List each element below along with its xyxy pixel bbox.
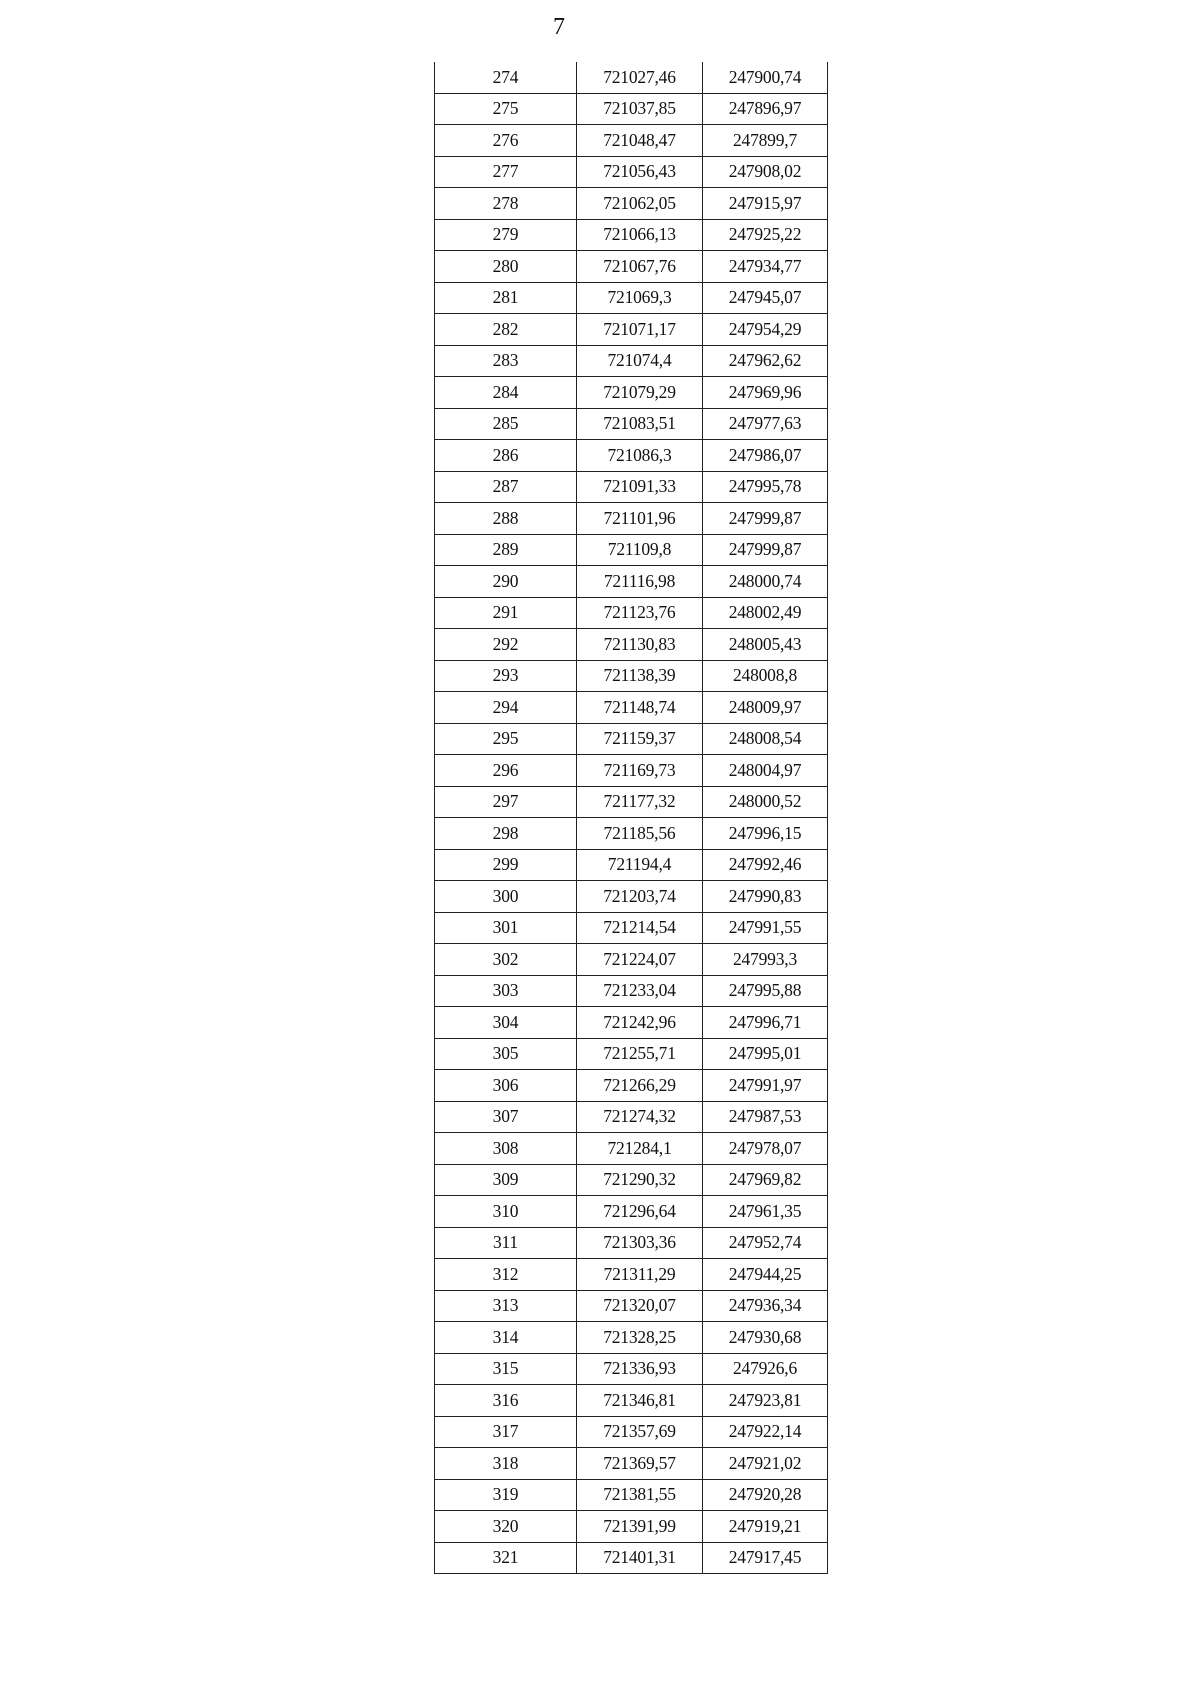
x-coordinate-cell: 721069,3 — [577, 282, 703, 314]
point-number-cell: 304 — [435, 1007, 577, 1039]
point-number-cell: 308 — [435, 1133, 577, 1165]
x-coordinate-cell: 721062,05 — [577, 188, 703, 220]
y-coordinate-cell: 248005,43 — [703, 629, 828, 661]
point-number-cell: 280 — [435, 251, 577, 283]
table-row — [435, 1448, 828, 1480]
table-row — [435, 471, 828, 503]
x-coordinate-cell: 721328,25 — [577, 1322, 703, 1354]
point-number-cell: 301 — [435, 912, 577, 944]
x-coordinate-cell: 721159,37 — [577, 723, 703, 755]
x-coordinate-cell: 721242,96 — [577, 1007, 703, 1039]
y-coordinate-cell: 247908,02 — [703, 156, 828, 188]
table-row — [435, 1479, 828, 1511]
y-coordinate-cell: 247945,07 — [703, 282, 828, 314]
x-coordinate-cell: 721311,29 — [577, 1259, 703, 1291]
y-coordinate-cell: 247995,01 — [703, 1038, 828, 1070]
table-row — [435, 597, 828, 629]
table-row — [435, 818, 828, 850]
point-number-cell: 298 — [435, 818, 577, 850]
y-coordinate-cell: 248008,8 — [703, 660, 828, 692]
point-number-cell: 281 — [435, 282, 577, 314]
point-number-cell: 313 — [435, 1290, 577, 1322]
y-coordinate-cell: 247896,97 — [703, 93, 828, 125]
table-row — [435, 251, 828, 283]
point-number-cell: 279 — [435, 219, 577, 251]
y-coordinate-cell: 247919,21 — [703, 1511, 828, 1543]
table-row — [435, 62, 828, 93]
x-coordinate-cell: 721048,47 — [577, 125, 703, 157]
y-coordinate-cell: 247969,82 — [703, 1164, 828, 1196]
x-coordinate-cell: 721109,8 — [577, 534, 703, 566]
table-row — [435, 93, 828, 125]
point-number-cell: 295 — [435, 723, 577, 755]
x-coordinate-cell: 721391,99 — [577, 1511, 703, 1543]
x-coordinate-cell: 721027,46 — [577, 62, 703, 93]
point-number-cell: 307 — [435, 1101, 577, 1133]
point-number-cell: 283 — [435, 345, 577, 377]
y-coordinate-cell: 247917,45 — [703, 1542, 828, 1574]
coordinates-table-body — [435, 62, 828, 1574]
y-coordinate-cell: 247999,87 — [703, 534, 828, 566]
x-coordinate-cell: 721067,76 — [577, 251, 703, 283]
table-row — [435, 849, 828, 881]
y-coordinate-cell: 247926,6 — [703, 1353, 828, 1385]
x-coordinate-cell: 721357,69 — [577, 1416, 703, 1448]
y-coordinate-cell: 247925,22 — [703, 219, 828, 251]
x-coordinate-cell: 721123,76 — [577, 597, 703, 629]
table-row — [435, 1353, 828, 1385]
x-coordinate-cell: 721071,17 — [577, 314, 703, 346]
point-number-cell: 309 — [435, 1164, 577, 1196]
x-coordinate-cell: 721266,29 — [577, 1070, 703, 1102]
table-row — [435, 1511, 828, 1543]
point-number-cell: 294 — [435, 692, 577, 724]
table-row — [435, 1290, 828, 1322]
y-coordinate-cell: 247999,87 — [703, 503, 828, 535]
y-coordinate-cell: 248002,49 — [703, 597, 828, 629]
y-coordinate-cell: 247991,97 — [703, 1070, 828, 1102]
point-number-cell: 289 — [435, 534, 577, 566]
table-row — [435, 660, 828, 692]
point-number-cell: 315 — [435, 1353, 577, 1385]
table-row — [435, 629, 828, 661]
x-coordinate-cell: 721148,74 — [577, 692, 703, 724]
y-coordinate-cell: 247993,3 — [703, 944, 828, 976]
y-coordinate-cell: 248008,54 — [703, 723, 828, 755]
point-number-cell: 318 — [435, 1448, 577, 1480]
x-coordinate-cell: 721037,85 — [577, 93, 703, 125]
table-row — [435, 692, 828, 724]
point-number-cell: 316 — [435, 1385, 577, 1417]
x-coordinate-cell: 721320,07 — [577, 1290, 703, 1322]
table-row — [435, 723, 828, 755]
x-coordinate-cell: 721303,36 — [577, 1227, 703, 1259]
table-row — [435, 282, 828, 314]
y-coordinate-cell: 247991,55 — [703, 912, 828, 944]
x-coordinate-cell: 721074,4 — [577, 345, 703, 377]
table-row — [435, 345, 828, 377]
point-number-cell: 300 — [435, 881, 577, 913]
x-coordinate-cell: 721116,98 — [577, 566, 703, 598]
point-number-cell: 299 — [435, 849, 577, 881]
table-row — [435, 125, 828, 157]
y-coordinate-cell: 247977,63 — [703, 408, 828, 440]
x-coordinate-cell: 721101,96 — [577, 503, 703, 535]
table-row — [435, 503, 828, 535]
x-coordinate-cell: 721214,54 — [577, 912, 703, 944]
point-number-cell: 296 — [435, 755, 577, 787]
point-number-cell: 290 — [435, 566, 577, 598]
y-coordinate-cell: 247934,77 — [703, 251, 828, 283]
point-number-cell: 287 — [435, 471, 577, 503]
point-number-cell: 312 — [435, 1259, 577, 1291]
point-number-cell: 293 — [435, 660, 577, 692]
point-number-cell: 277 — [435, 156, 577, 188]
table-row — [435, 1038, 828, 1070]
y-coordinate-cell: 247923,81 — [703, 1385, 828, 1417]
table-row — [435, 944, 828, 976]
table-row — [435, 1385, 828, 1417]
point-number-cell: 311 — [435, 1227, 577, 1259]
x-coordinate-cell: 721066,13 — [577, 219, 703, 251]
y-coordinate-cell: 247922,14 — [703, 1416, 828, 1448]
x-coordinate-cell: 721233,04 — [577, 975, 703, 1007]
y-coordinate-cell: 248000,52 — [703, 786, 828, 818]
x-coordinate-cell: 721091,33 — [577, 471, 703, 503]
y-coordinate-cell: 247990,83 — [703, 881, 828, 913]
table-row — [435, 1196, 828, 1228]
point-number-cell: 286 — [435, 440, 577, 472]
y-coordinate-cell: 248000,74 — [703, 566, 828, 598]
point-number-cell: 320 — [435, 1511, 577, 1543]
table-row — [435, 1070, 828, 1102]
point-number-cell: 292 — [435, 629, 577, 661]
point-number-cell: 285 — [435, 408, 577, 440]
table-row — [435, 534, 828, 566]
y-coordinate-cell: 247987,53 — [703, 1101, 828, 1133]
point-number-cell: 317 — [435, 1416, 577, 1448]
table-row — [435, 1416, 828, 1448]
point-number-cell: 278 — [435, 188, 577, 220]
table-row — [435, 975, 828, 1007]
x-coordinate-cell: 721224,07 — [577, 944, 703, 976]
point-number-cell: 275 — [435, 93, 577, 125]
table-row — [435, 219, 828, 251]
y-coordinate-cell: 247921,02 — [703, 1448, 828, 1480]
y-coordinate-cell: 247899,7 — [703, 125, 828, 157]
point-number-cell: 319 — [435, 1479, 577, 1511]
x-coordinate-cell: 721336,93 — [577, 1353, 703, 1385]
table-row — [435, 314, 828, 346]
coordinates-table — [434, 62, 828, 1574]
x-coordinate-cell: 721203,74 — [577, 881, 703, 913]
x-coordinate-cell: 721369,57 — [577, 1448, 703, 1480]
table-row — [435, 188, 828, 220]
x-coordinate-cell: 721083,51 — [577, 408, 703, 440]
x-coordinate-cell: 721290,32 — [577, 1164, 703, 1196]
x-coordinate-cell: 721274,32 — [577, 1101, 703, 1133]
table-row — [435, 1227, 828, 1259]
table-row — [435, 440, 828, 472]
table-row — [435, 566, 828, 598]
y-coordinate-cell: 247936,34 — [703, 1290, 828, 1322]
point-number-cell: 303 — [435, 975, 577, 1007]
point-number-cell: 306 — [435, 1070, 577, 1102]
y-coordinate-cell: 248004,97 — [703, 755, 828, 787]
point-number-cell: 297 — [435, 786, 577, 818]
y-coordinate-cell: 247996,15 — [703, 818, 828, 850]
point-number-cell: 274 — [435, 62, 577, 93]
y-coordinate-cell: 247900,74 — [703, 62, 828, 93]
x-coordinate-cell: 721130,83 — [577, 629, 703, 661]
y-coordinate-cell: 248009,97 — [703, 692, 828, 724]
point-number-cell: 284 — [435, 377, 577, 409]
x-coordinate-cell: 721169,73 — [577, 755, 703, 787]
table-row — [435, 1164, 828, 1196]
y-coordinate-cell: 247969,96 — [703, 377, 828, 409]
table-row — [435, 1542, 828, 1574]
x-coordinate-cell: 721056,43 — [577, 156, 703, 188]
x-coordinate-cell: 721194,4 — [577, 849, 703, 881]
y-coordinate-cell: 247962,62 — [703, 345, 828, 377]
x-coordinate-cell: 721255,71 — [577, 1038, 703, 1070]
x-coordinate-cell: 721284,1 — [577, 1133, 703, 1165]
point-number-cell: 321 — [435, 1542, 577, 1574]
y-coordinate-cell: 247978,07 — [703, 1133, 828, 1165]
y-coordinate-cell: 247930,68 — [703, 1322, 828, 1354]
y-coordinate-cell: 247915,97 — [703, 188, 828, 220]
table-row — [435, 755, 828, 787]
table-row — [435, 1259, 828, 1291]
x-coordinate-cell: 721185,56 — [577, 818, 703, 850]
table-row — [435, 912, 828, 944]
table-row — [435, 1133, 828, 1165]
x-coordinate-cell: 721177,32 — [577, 786, 703, 818]
table-row — [435, 377, 828, 409]
x-coordinate-cell: 721086,3 — [577, 440, 703, 472]
table-row — [435, 156, 828, 188]
y-coordinate-cell: 247920,28 — [703, 1479, 828, 1511]
x-coordinate-cell: 721401,31 — [577, 1542, 703, 1574]
y-coordinate-cell: 247996,71 — [703, 1007, 828, 1039]
y-coordinate-cell: 247944,25 — [703, 1259, 828, 1291]
x-coordinate-cell: 721381,55 — [577, 1479, 703, 1511]
x-coordinate-cell: 721346,81 — [577, 1385, 703, 1417]
x-coordinate-cell: 721079,29 — [577, 377, 703, 409]
point-number-cell: 276 — [435, 125, 577, 157]
point-number-cell: 282 — [435, 314, 577, 346]
x-coordinate-cell: 721138,39 — [577, 660, 703, 692]
page-number: 7 — [553, 14, 565, 40]
y-coordinate-cell: 247986,07 — [703, 440, 828, 472]
x-coordinate-cell: 721296,64 — [577, 1196, 703, 1228]
y-coordinate-cell: 247995,78 — [703, 471, 828, 503]
table-row — [435, 408, 828, 440]
point-number-cell: 310 — [435, 1196, 577, 1228]
table-row — [435, 1007, 828, 1039]
y-coordinate-cell: 247954,29 — [703, 314, 828, 346]
point-number-cell: 288 — [435, 503, 577, 535]
y-coordinate-cell: 247995,88 — [703, 975, 828, 1007]
table-row — [435, 1101, 828, 1133]
y-coordinate-cell: 247961,35 — [703, 1196, 828, 1228]
table-row — [435, 786, 828, 818]
table-row — [435, 881, 828, 913]
point-number-cell: 305 — [435, 1038, 577, 1070]
y-coordinate-cell: 247992,46 — [703, 849, 828, 881]
point-number-cell: 291 — [435, 597, 577, 629]
point-number-cell: 314 — [435, 1322, 577, 1354]
y-coordinate-cell: 247952,74 — [703, 1227, 828, 1259]
point-number-cell: 302 — [435, 944, 577, 976]
table-row — [435, 1322, 828, 1354]
